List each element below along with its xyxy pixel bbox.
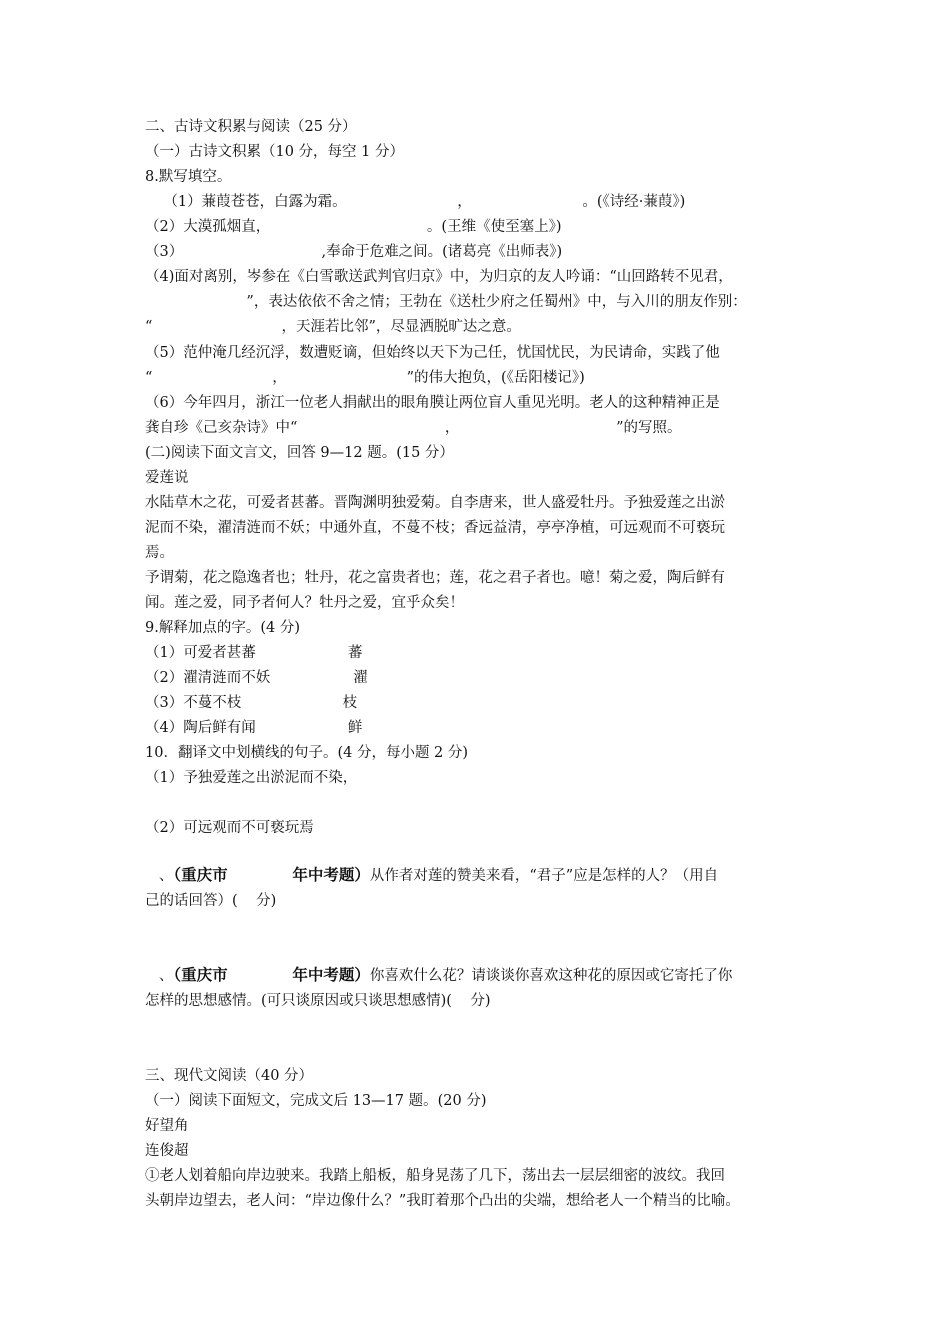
article-title: 好望角 (145, 1118, 189, 1134)
reading-heading: (二)阅读下面文言文，回答 9—12 题。(15 分） (145, 445, 454, 461)
question-text: 从作者对莲的赞美来看，“君子”应是怎样的人？（用自 (369, 868, 719, 884)
question-8: 8.默写填空。 (145, 169, 232, 185)
blank-4-line2: ”，表达依依不舍之情；王勃在《送杜少府之任蜀州》中，与入川的朋友作别： (145, 294, 747, 310)
article-line: 头朝岸边望去，老人问：“岸边像什么？”我盯着那个凸出的尖端，想给老人一个精当的比喻。 (145, 1193, 740, 1209)
question-9-item: （4）陶后鲜有闻 鲜 (145, 720, 363, 736)
question-10-item: （1）予独爱莲之出淤泥而不染， (145, 770, 358, 786)
question-12-line2: 怎样的思想感情。(可只谈原因或只谈思想感情)( 分) (145, 993, 491, 1009)
question-9: 9.解释加点的字。(4 分) (145, 620, 300, 636)
article-author: 连俊超 (145, 1143, 189, 1159)
question-10: 10．翻译文中划横线的句子。(4 分，每小题 2 分) (145, 745, 469, 761)
question-10-item: （2）可远观而不可亵玩焉 (145, 820, 314, 836)
blank-4-line3: “ ，天涯若比邻”，尽显洒脱旷达之意。 (145, 319, 521, 335)
passage-line: 焉。 (145, 545, 174, 561)
question-12-line1 (145, 966, 732, 985)
section-heading: 三、现代文阅读（40 分） (145, 1068, 314, 1084)
question-text: 你喜欢什么花？请谈谈你喜欢这种花的原因或它寄托了你 (369, 968, 733, 984)
subsection-heading: （一）阅读下面短文，完成文后 13—17 题。(20 分) (145, 1093, 487, 1109)
passage-line: 闻。莲之爱，同予者何人？牡丹之爱，宜乎众矣！ (145, 595, 464, 611)
source-tag: （重庆市 年中考题） (173, 866, 370, 884)
passage-line: 予谓菊，花之隐逸者也；牡丹，花之富贵者也；莲，花之君子者也。噫！菊之爱，陶后鲜有 (145, 570, 725, 586)
source-tag: （重庆市 年中考题） (173, 966, 370, 984)
blank-5-line2: “ ， ”的伟大抱负，(《岳阳楼记》) (145, 370, 585, 386)
question-9-item: （1）可爱者甚蕃 蕃 (145, 645, 363, 661)
blank-3: （3） ,奉命于危难之间。(诸葛亮《出师表》) (145, 244, 563, 260)
blank-5-line1: （5）范仲淹几经沉浮，数遭贬谪，但始终以天下为己任，忧国忧民，为民请命，实践了他 (145, 345, 720, 361)
article-line: ①老人划着船向岸边驶来。我踏上船板，船身晃荡了几下，荡出去一层层细密的波纹。我回 (145, 1168, 725, 1184)
question-number: 、 (145, 868, 174, 884)
blank-6-line1: （6）今年四月，浙江一位老人捐献出的眼角膜让两位盲人重见光明。老人的这种精神正是 (145, 395, 720, 411)
question-9-item: （3）不蔓不枝 枝 (145, 695, 358, 711)
passage-line: 泥而不染，濯清涟而不妖；中通外直，不蔓不枝；香远益清，亭亭净植，可远观而不可亵玩 (145, 520, 725, 536)
question-11-line1 (145, 866, 718, 885)
blank-6-line2: 龚自珍《己亥杂诗》中“ ， ”的写照。 (145, 420, 682, 436)
question-number: 、 (145, 968, 174, 984)
section-heading: 二、古诗文积累与阅读（25 分） (145, 119, 357, 135)
question-11-line2: 己的话回答）( 分) (145, 893, 277, 909)
question-9-item: （2）濯清涟而不妖 濯 (145, 670, 368, 686)
blank-1: （1）蒹葭苍苍，白露为霜。 ， 。(《诗经·蒹葭》) (145, 194, 686, 210)
blank-4-line1: （4)面对离别，岑参在《白雪歌送武判官归京》中，为归京的友人吟诵：“山回路转不见君， (145, 269, 733, 285)
passage-title: 爱莲说 (145, 470, 189, 486)
blank-2: （2）大漠孤烟直， 。(王维《使至塞上》) (145, 219, 562, 235)
passage-line: 水陆草木之花，可爱者甚蕃。晋陶渊明独爱菊。自李唐来，世人盛爱牡丹。予独爱莲之出淤 (145, 495, 725, 511)
subsection-heading: （一）古诗文积累（10 分，每空 1 分） (145, 144, 405, 160)
